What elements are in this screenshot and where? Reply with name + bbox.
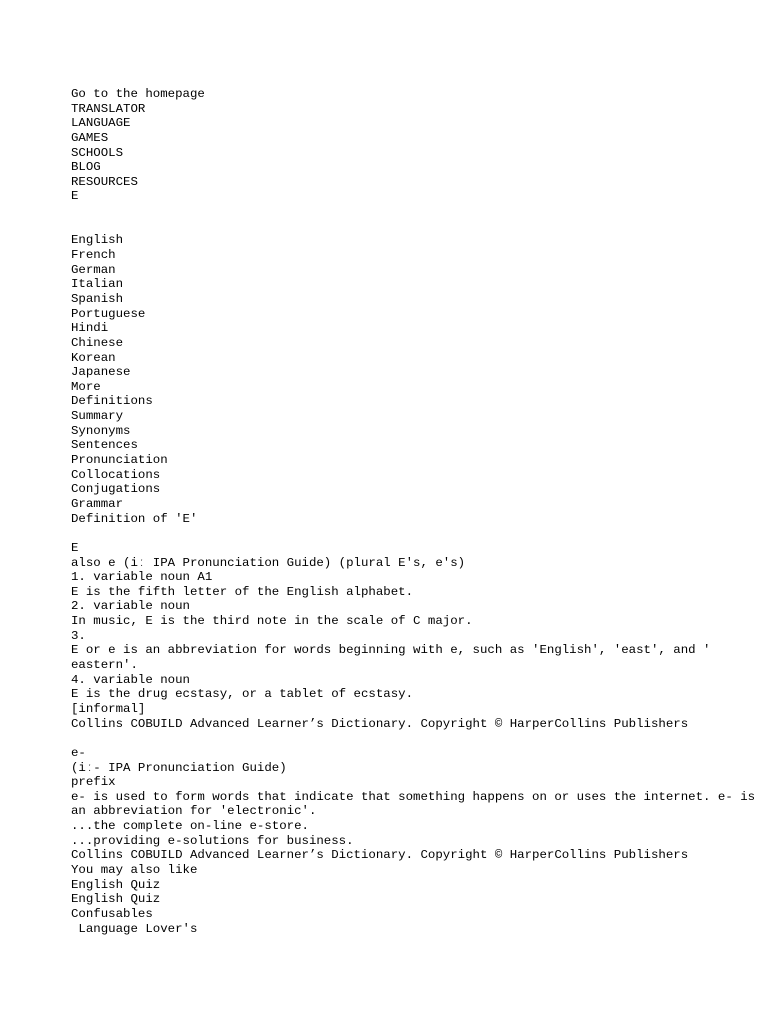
language-portuguese[interactable]: Portuguese xyxy=(71,306,146,321)
nav-translator[interactable]: TRANSLATOR xyxy=(71,101,146,116)
sense-text: E or e is an abbreviation for words beginning with e, such as 'English', 'east', and ' eastern'. xyxy=(71,643,718,673)
related-link-confusables[interactable]: Confusables xyxy=(71,906,153,921)
nav-games[interactable]: GAMES xyxy=(71,130,109,145)
copyright-notice: Collins COBUILD Advanced Learner’s Dictionary. Copyright © HarperCollins Publishers xyxy=(71,716,689,731)
language-korean[interactable]: Korean xyxy=(71,350,116,365)
entry-headword: E xyxy=(71,540,79,555)
spacer xyxy=(71,526,761,541)
register-label: [informal] xyxy=(71,701,146,716)
sense-label: 4. variable noun xyxy=(71,672,190,687)
entry-definition: e- is used to form words that indicate that something happens on or uses the internet. e- is an abbreviation for 'electronic'. xyxy=(71,789,763,819)
page-content xyxy=(71,87,761,936)
copyright-notice: Collins COBUILD Advanced Learner’s Dictionary. Copyright © HarperCollins Publishers xyxy=(71,848,689,863)
sense-label: 3. xyxy=(71,628,86,643)
spacer xyxy=(71,204,761,233)
nav-schools[interactable]: SCHOOLS xyxy=(71,145,124,160)
language-hindi[interactable]: Hindi xyxy=(71,321,109,336)
entry-pronunciation: also e (iː IPA Pronunciation Guide) (plural E's, e's) xyxy=(71,555,466,570)
tab-grammar[interactable]: Grammar xyxy=(71,496,124,511)
definition-heading: Definition of 'E' xyxy=(71,511,198,526)
sense-label: 1. variable noun A1 xyxy=(71,570,213,585)
related-link-english-quiz[interactable]: English Quiz xyxy=(71,877,161,892)
example-sentence: ...the complete on-line e-store. xyxy=(71,819,309,834)
entry-headword: e- xyxy=(71,745,86,760)
nav-blog[interactable]: BLOG xyxy=(71,160,101,175)
example-sentence: ...providing e-solutions for business. xyxy=(71,833,354,848)
tab-collocations[interactable]: Collocations xyxy=(71,467,161,482)
tab-conjugations[interactable]: Conjugations xyxy=(71,482,161,497)
sense-text: E is the fifth letter of the English alphabet. xyxy=(71,584,414,599)
homepage-link[interactable]: Go to the homepage xyxy=(71,87,205,101)
part-of-speech: prefix xyxy=(71,775,116,790)
sense-text: E is the drug ecstasy, or a tablet of ecstasy. xyxy=(71,687,414,702)
nav-resources[interactable]: RESOURCES xyxy=(71,174,138,189)
sense-text: In music, E is the third note in the scale of C major. xyxy=(71,614,473,629)
tab-pronunciation[interactable]: Pronunciation xyxy=(71,453,168,468)
tab-definitions[interactable]: Definitions xyxy=(71,394,153,409)
tab-synonyms[interactable]: Synonyms xyxy=(71,423,131,438)
related-link-language-lovers[interactable]: Language Lover's xyxy=(71,921,198,936)
language-english[interactable]: English xyxy=(71,233,124,248)
spacer xyxy=(71,731,761,746)
language-japanese[interactable]: Japanese xyxy=(71,365,131,380)
language-more[interactable]: More xyxy=(71,379,101,394)
language-spanish[interactable]: Spanish xyxy=(71,291,124,306)
search-input[interactable]: E xyxy=(71,189,79,204)
tab-sentences[interactable]: Sentences xyxy=(71,438,138,453)
related-heading: You may also like xyxy=(71,863,198,878)
language-german[interactable]: German xyxy=(71,262,116,277)
language-italian[interactable]: Italian xyxy=(71,277,124,292)
language-chinese[interactable]: Chinese xyxy=(71,335,124,350)
nav-language[interactable]: LANGUAGE xyxy=(71,116,131,131)
language-french[interactable]: French xyxy=(71,248,116,263)
tab-summary[interactable]: Summary xyxy=(71,409,124,424)
entry-pronunciation: (iː- IPA Pronunciation Guide) xyxy=(71,760,287,775)
related-link-english-quiz-2[interactable]: English Quiz xyxy=(71,892,161,907)
sense-label: 2. variable noun xyxy=(71,599,190,614)
